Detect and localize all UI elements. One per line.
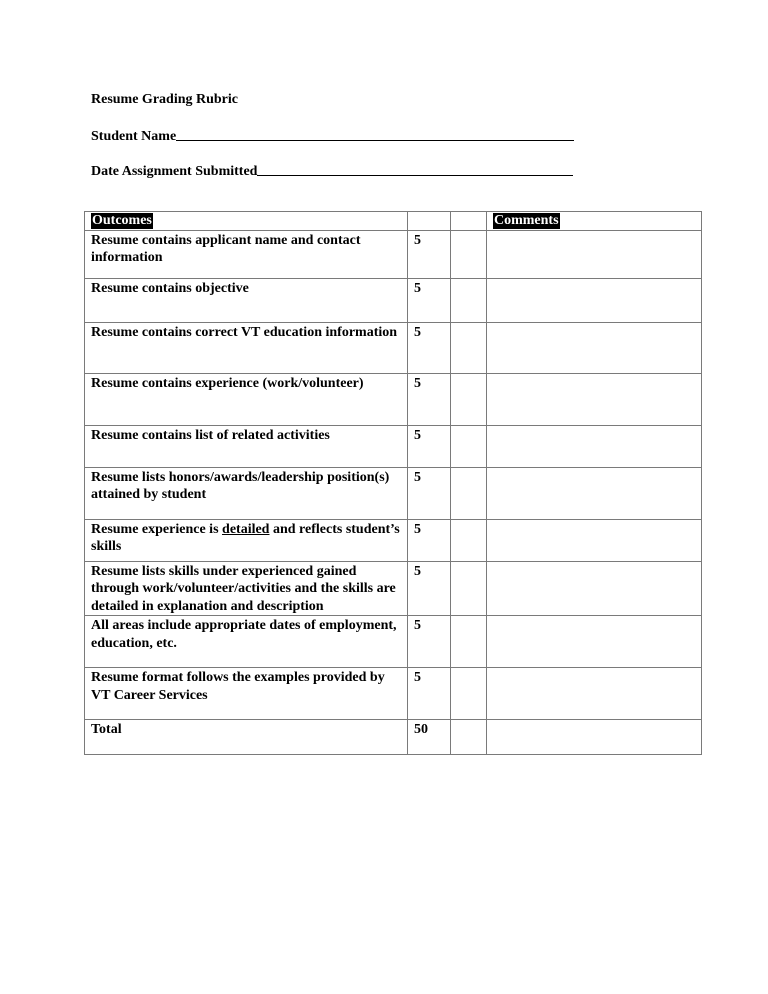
- comments-cell[interactable]: [487, 616, 702, 668]
- table-row: [85, 561, 702, 616]
- points-cell: 5: [408, 322, 451, 373]
- table-row: [85, 425, 702, 467]
- score-cell[interactable]: [451, 373, 487, 425]
- table-total-row: [85, 720, 702, 755]
- outcome-cell: Resume lists honors/awards/leadership position(s) attained by student: [85, 467, 408, 519]
- date-submitted-field: [91, 161, 573, 181]
- header-points-cell: [408, 212, 451, 231]
- document-title: Resume Grading Rubric: [91, 92, 238, 107]
- outcome-text-underlined: detailed: [222, 521, 270, 537]
- total-score-cell[interactable]: [451, 720, 487, 755]
- comments-cell[interactable]: [487, 668, 702, 720]
- table-header-row: [85, 212, 702, 231]
- outcome-cell: Resume contains list of related activities: [85, 425, 408, 467]
- score-cell[interactable]: [451, 616, 487, 668]
- outcome-text-start: Resume experience is: [91, 521, 223, 537]
- header-comments-cell: [487, 212, 702, 231]
- score-cell[interactable]: [451, 278, 487, 322]
- points-cell: 5: [408, 561, 451, 616]
- comments-cell[interactable]: [487, 519, 702, 561]
- score-cell[interactable]: [451, 519, 487, 561]
- points-cell: 5: [408, 668, 451, 720]
- outcome-cell: Resume contains correct VT education information: [85, 322, 408, 373]
- outcome-cell: [85, 519, 408, 561]
- student-name-field: [91, 126, 574, 146]
- table-row: [85, 373, 702, 425]
- outcome-cell: Resume contains objective: [85, 278, 408, 322]
- outcome-cell: Resume contains applicant name and contact information: [85, 230, 408, 278]
- points-cell: 5: [408, 278, 451, 322]
- table-row: [85, 278, 702, 322]
- score-cell[interactable]: [451, 467, 487, 519]
- table-row: [85, 230, 702, 278]
- header-comments-label: Comments: [494, 213, 559, 228]
- table-row: [85, 616, 702, 668]
- points-cell: 5: [408, 230, 451, 278]
- total-comments-cell[interactable]: [487, 720, 702, 755]
- comments-cell[interactable]: [487, 467, 702, 519]
- table-row: [85, 322, 702, 373]
- table-row: [85, 519, 702, 561]
- outcome-cell: Resume format follows the examples provided by VT Career Services: [85, 668, 408, 720]
- points-cell: 5: [408, 519, 451, 561]
- comments-cell[interactable]: [487, 425, 702, 467]
- comments-cell[interactable]: [487, 322, 702, 373]
- points-cell: 5: [408, 467, 451, 519]
- header-outcomes-cell: [85, 212, 408, 231]
- outcome-cell: Resume contains experience (work/volunteer): [85, 373, 408, 425]
- table-row: [85, 467, 702, 519]
- score-cell[interactable]: [451, 668, 487, 720]
- score-cell[interactable]: [451, 561, 487, 616]
- outcome-text-end: and reflects student’s skills: [91, 521, 400, 554]
- student-name-label: Student Name: [91, 129, 177, 144]
- score-cell[interactable]: [451, 425, 487, 467]
- score-cell[interactable]: [451, 322, 487, 373]
- header-score-cell: [451, 212, 487, 231]
- comments-cell[interactable]: [487, 373, 702, 425]
- comments-cell[interactable]: [487, 230, 702, 278]
- total-label-cell: Total: [85, 720, 408, 755]
- score-cell[interactable]: [451, 230, 487, 278]
- points-cell: 5: [408, 616, 451, 668]
- total-points-cell: 50: [408, 720, 451, 755]
- points-cell: 5: [408, 425, 451, 467]
- comments-cell[interactable]: [487, 561, 702, 616]
- points-cell: 5: [408, 373, 451, 425]
- rubric-table: [84, 211, 702, 755]
- comments-cell[interactable]: [487, 278, 702, 322]
- outcome-cell: All areas include appropriate dates of employment, education, etc.: [85, 616, 408, 668]
- header-outcomes-label: Outcomes: [92, 213, 152, 228]
- table-row: [85, 668, 702, 720]
- date-submitted-blank-line[interactable]: [257, 162, 573, 176]
- outcome-cell: Resume lists skills under experienced gained through work/volunteer/activities and the skills are detailed in explanation and description: [85, 561, 408, 616]
- student-name-blank-line[interactable]: [176, 127, 574, 141]
- date-submitted-label: Date Assignment Submitted: [91, 164, 258, 179]
